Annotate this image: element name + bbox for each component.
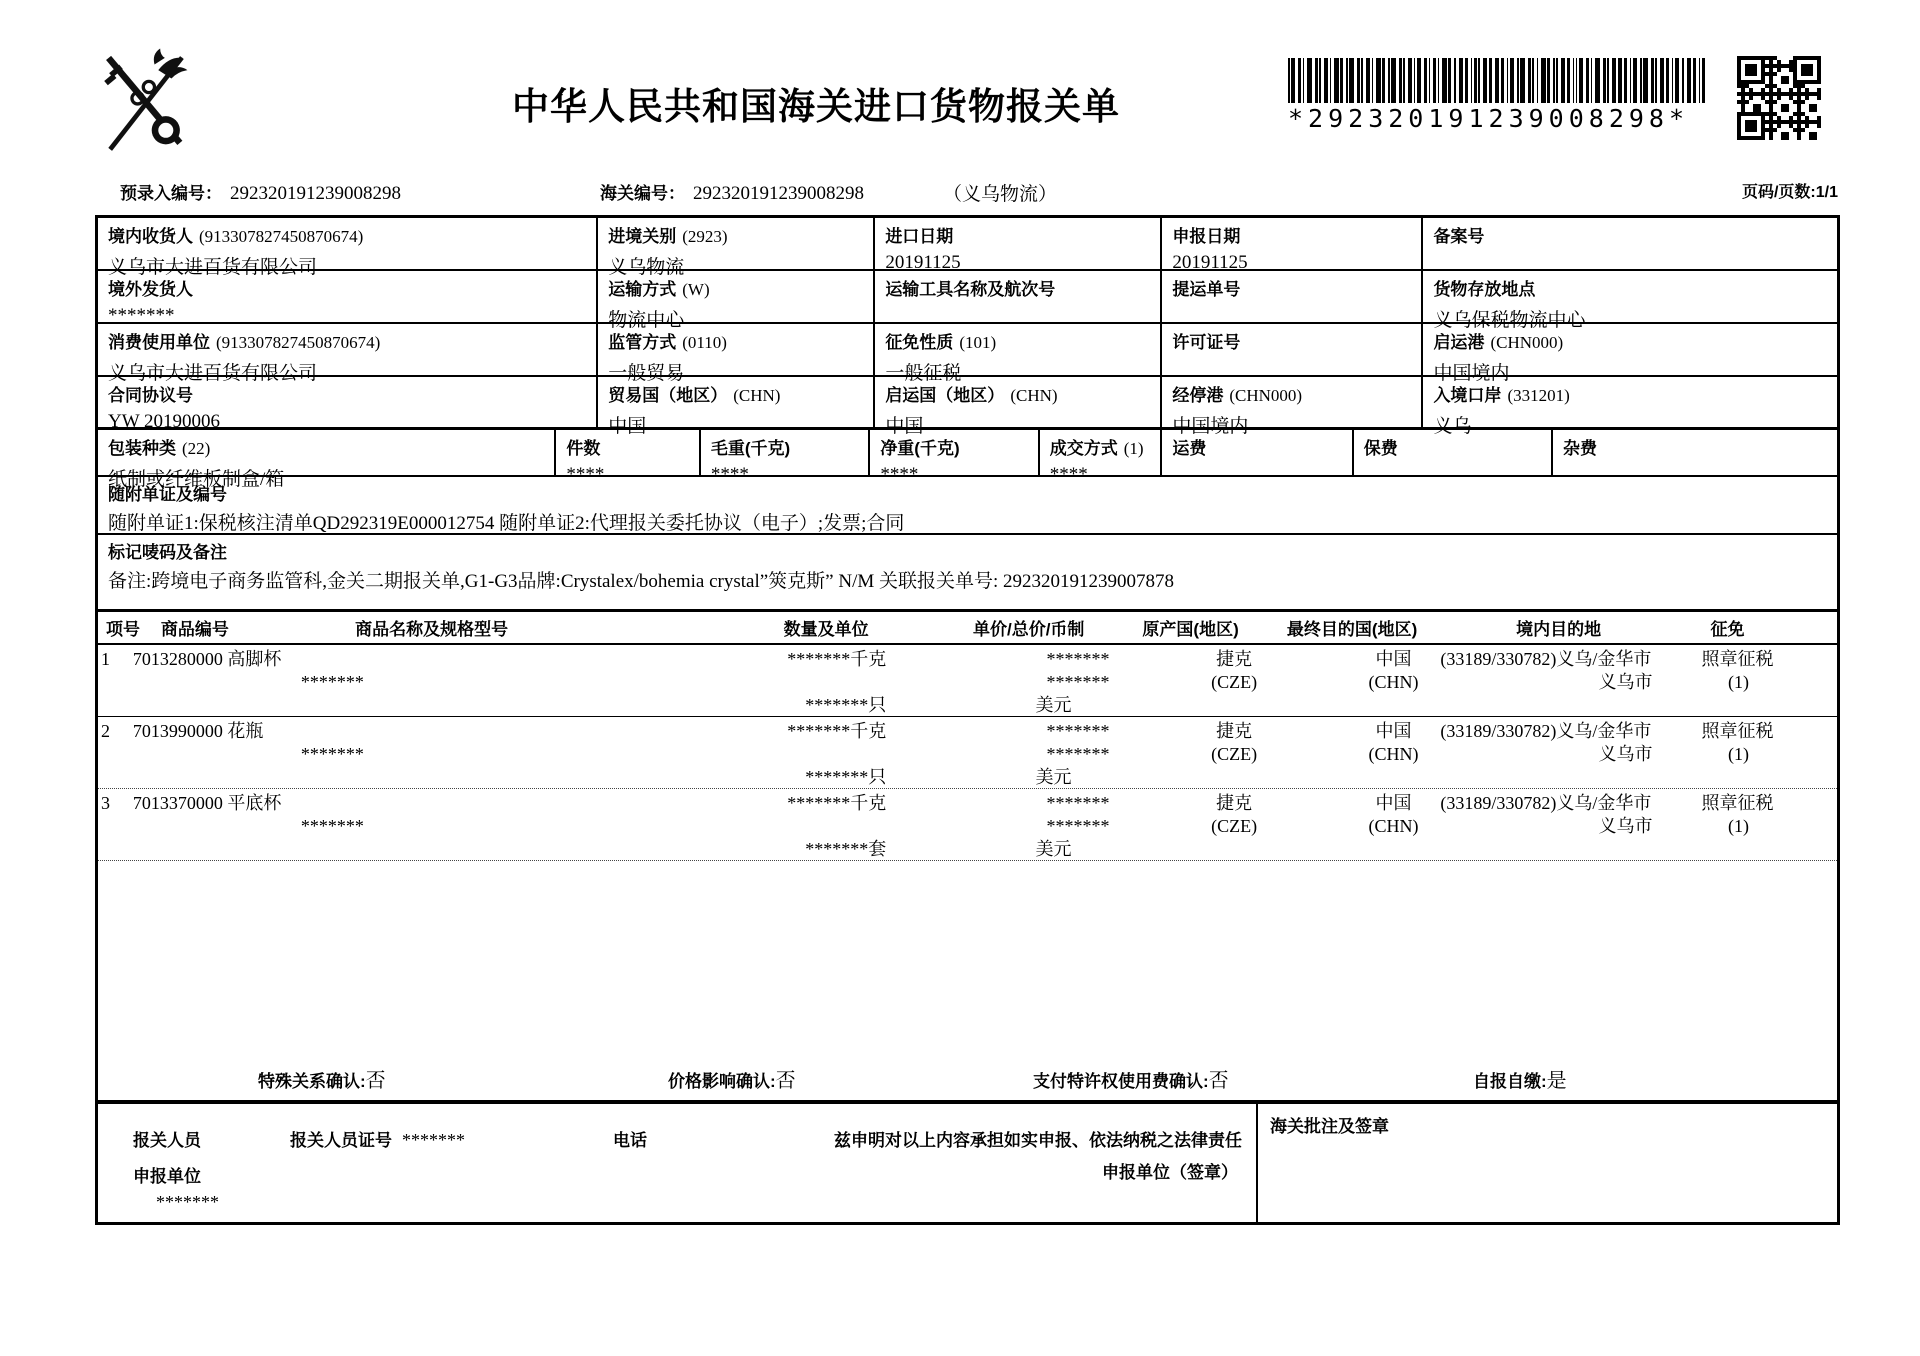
field-import-date: 进口日期 20191125 [875, 218, 1162, 269]
field-pieces: 件数 **** [556, 430, 701, 475]
item-domestic-destination: (33189/330782)义乌/金华市 义乌市 [1440, 649, 1653, 692]
fees-row [98, 430, 1837, 490]
field-bill-of-lading: 提运单号 [1162, 271, 1423, 322]
item-row-3 [98, 789, 1837, 861]
declaration-statement: 兹申明对以上内容承担如实申报、依法纳税之法律责任 [834, 1131, 1242, 1150]
field-consignee: 境内收货人 (913307827450870674) 义乌市大进百货有限公司 [98, 218, 598, 269]
field-net-weight: 净重(千克) **** [870, 430, 1039, 475]
customs-emblem-icon [100, 50, 194, 156]
marks-remarks-section: 标记唛码及备注 备注:跨境电子商务监管科,金关二期报关单,G1-G3品牌:Crystalex/bohemia crystal”筴克斯” N/M 关联报关单号: 292320191239007878 [98, 535, 1837, 612]
item-code: 7013990000 [132, 721, 223, 741]
field-departure-port: 启运港 (CHN000) 中国境内 [1433, 333, 1564, 384]
field-levy-nature: 征免性质 (101) 一般征税 [875, 324, 1162, 375]
item-destination-country: 中国 (CHN) [1368, 649, 1419, 692]
item-code: 7013370000 [132, 793, 223, 813]
field-trade-country: 贸易国（地区） (CHN) 中国 [598, 377, 875, 427]
item-row-1 [98, 645, 1837, 717]
items-table-header: 项号 商品编号 商品名称及规格型号 数量及单位 单价/总价/币制 原产国(地区) 最终目的国(地区) 境内目的地 征免 [98, 612, 1837, 645]
pre-entry-number: 预录入编号： 292320191239008298 [120, 183, 401, 204]
confirm-price-influence: 价格影响确认:否 [668, 1070, 796, 1092]
document-numbers-bar [0, 179, 1920, 205]
field-transit-port: 经停港 (CHN000) 中国境内 [1162, 377, 1423, 427]
field-license-number: 许可证号 [1162, 324, 1423, 375]
item-spec: ******* [300, 744, 364, 764]
field-transaction-mode: 成交方式 (1) **** [1040, 430, 1163, 475]
page-indicator: 页码/页数:1/1 [1741, 184, 1838, 201]
confirmations-row [98, 1064, 1837, 1090]
field-package-type: 包装种类 (22) 纸制或纤维板制盒/箱 [98, 430, 556, 475]
field-declare-date: 申报日期 20191125 [1162, 218, 1423, 269]
field-transport-name: 运输工具名称及航次号 [875, 271, 1162, 322]
customs-endorsement-label: 海关批注及签章 [1270, 1117, 1389, 1136]
attached-documents-content: 随附单证1:保税核注清单QD292319E000012754 随附单证2:代理报关委托协议（电子）;发票;合同 [108, 513, 905, 534]
field-entry-customs: 进境关别 (2923) 义乌物流 [598, 218, 875, 269]
item-no: 2 [101, 721, 110, 741]
item-price: ******* ******* 美元 [1035, 649, 1110, 715]
declare-unit-label: 申报单位 [133, 1167, 201, 1186]
item-row-2 [98, 717, 1837, 789]
field-insurance: 保费 [1354, 430, 1553, 475]
item-spec: ******* [300, 816, 364, 836]
field-entry-port: 入境口岸 (331201) 义乌 [1433, 386, 1570, 437]
field-supervision-mode: 监管方式 (0110) 一般贸易 [598, 324, 875, 375]
item-origin-country: 捷克 (CZE) [1211, 721, 1258, 764]
item-code: 7013280000 [132, 649, 223, 669]
barcode-bars-icon [1288, 58, 1704, 103]
item-quantity: *******千克 *******只 [787, 649, 887, 715]
item-spec: ******* [300, 672, 364, 692]
declare-unit-value: ******* [156, 1192, 219, 1212]
field-departure-country: 启运国（地区） (CHN) 中国 [875, 377, 1162, 427]
item-destination-country: 中国 (CHN) [1368, 793, 1419, 836]
item-name: 花瓶 [227, 721, 264, 741]
confirm-royalty-payment: 支付特许权使用费确认:否 [1033, 1070, 1229, 1092]
field-overseas-shipper: 境外发货人 ******* [98, 271, 598, 322]
field-record-number: 备案号 [1433, 227, 1485, 246]
items-table-body [98, 645, 1837, 1100]
barcode-text: *292320191239008298* [1288, 104, 1690, 133]
declarant-id: 报关人员证号 ******* [290, 1130, 465, 1150]
item-name: 平底杯 [227, 793, 282, 813]
item-levy-mode: 照章征税 (1) [1701, 649, 1774, 692]
declare-unit-signature-label: 申报单位（签章） [1102, 1163, 1238, 1182]
item-destination-country: 中国 (CHN) [1368, 721, 1419, 764]
confirm-special-relation: 特殊关系确认:否 [258, 1070, 386, 1092]
marks-remarks-content: 备注:跨境电子商务监管科,金关二期报关单,G1-G3品牌:Crystalex/bohemia crystal”筴克斯” N/M 关联报关单号: 292320191239007878 [108, 571, 1175, 592]
item-domestic-destination: (33189/330782)义乌/金华市 义乌市 [1440, 793, 1653, 836]
signature-section [98, 1100, 1837, 1222]
item-no: 1 [101, 649, 110, 669]
customs-number: 海关编号： 292320191239008298 [600, 183, 864, 204]
item-levy-mode: 照章征税 (1) [1701, 721, 1774, 764]
field-freight: 运费 [1162, 430, 1353, 475]
item-quantity: *******千克 *******只 [787, 721, 887, 787]
item-origin-country: 捷克 (CZE) [1211, 649, 1258, 692]
declarant-block [98, 1104, 1258, 1222]
field-misc-fees: 杂费 [1563, 439, 1598, 458]
info-row [98, 271, 1837, 331]
attached-documents-section: 随附单证及编号 随附单证1:保税核注清单QD292319E000012754 随附单证2:代理报关委托协议（电子）;发票;合同 [98, 477, 1837, 535]
declaration-form [95, 215, 1840, 1225]
item-levy-mode: 照章征税 (1) [1701, 793, 1774, 836]
item-no: 3 [101, 793, 110, 813]
declarant-label: 报关人员 [133, 1131, 201, 1150]
customs-branch: （义乌物流） [943, 184, 1058, 205]
customs-endorsement-block [1258, 1104, 1837, 1222]
barcode [1288, 58, 1704, 133]
qr-code-icon [1737, 56, 1821, 140]
confirm-self-declaration: 自报自缴:是 [1473, 1070, 1567, 1092]
item-origin-country: 捷克 (CZE) [1211, 793, 1258, 836]
phone-label: 电话 [613, 1131, 647, 1150]
item-quantity: *******千克 *******套 [787, 793, 887, 859]
item-goods [133, 648, 706, 716]
field-gross-weight: 毛重(千克) **** [701, 430, 870, 475]
item-name: 高脚杯 [227, 649, 282, 669]
item-goods [133, 792, 706, 860]
field-consumer-unit: 消费使用单位 (913307827450870674) 义乌市大进百货有限公司 [98, 324, 598, 375]
field-transport-mode: 运输方式 (W) 物流中心 [598, 271, 875, 322]
field-storage-place: 货物存放地点 义乌保税物流中心 [1433, 280, 1586, 331]
info-row [98, 218, 1837, 278]
item-price: ******* ******* 美元 [1035, 793, 1110, 859]
item-domestic-destination: (33189/330782)义乌/金华市 义乌市 [1440, 721, 1653, 764]
item-goods [133, 720, 706, 788]
item-price: ******* ******* 美元 [1035, 721, 1110, 787]
field-contract-number: 合同协议号 YW 20190006 [98, 377, 598, 427]
info-row [98, 324, 1837, 384]
page-title: 中华人民共和国海关进口货物报关单 [512, 87, 1120, 128]
info-row [98, 377, 1837, 437]
